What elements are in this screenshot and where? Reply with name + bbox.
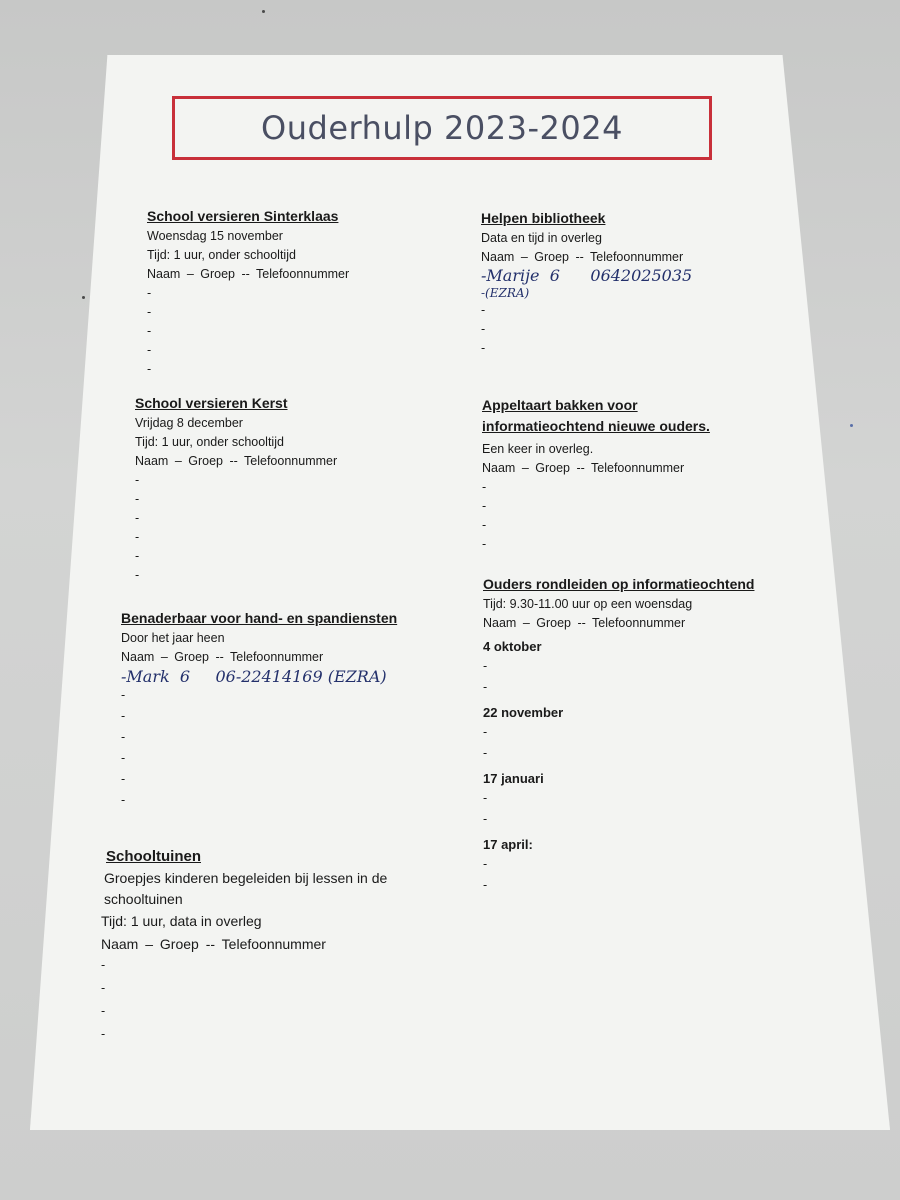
section-schooltuinen xyxy=(101,848,441,1048)
signup-line: - xyxy=(481,341,486,355)
column-header: Naam – Groep -- Telefoonnummer xyxy=(135,454,338,468)
section-note: Door het jaar heen xyxy=(121,631,225,645)
section-hand-spandiensten xyxy=(121,610,461,812)
section-time: Tijd: 1 uur, onder schooltijd xyxy=(147,248,296,262)
column-header: Naam – Groep -- Telefoonnummer xyxy=(121,650,324,664)
section-heading: School versieren Kerst xyxy=(135,395,288,411)
column-header: Naam – Groep -- Telefoonnummer xyxy=(482,461,685,475)
signup-line: - xyxy=(481,322,486,336)
section-heading: Schooltuinen xyxy=(106,848,201,865)
section-rondleiden xyxy=(483,576,813,897)
signup-line: - xyxy=(483,659,488,673)
signup-line: - xyxy=(147,324,152,338)
section-description: Groepjes kinderen begeleiden bij lessen in de xyxy=(104,870,388,886)
signup-line: - xyxy=(121,751,126,765)
date-label: 4 oktober xyxy=(483,639,542,654)
signup-line: - xyxy=(121,709,126,723)
signup-line: - xyxy=(121,730,126,744)
dust-speck xyxy=(82,296,85,299)
dust-speck xyxy=(262,10,265,13)
section-heading: School versieren Sinterklaas xyxy=(147,208,339,224)
signup-line: - xyxy=(483,878,488,892)
signup-line: - xyxy=(147,286,152,300)
section-time: Tijd: 1 uur, onder schooltijd xyxy=(135,435,284,449)
handwritten-entry: -(EZRA) xyxy=(481,286,530,300)
column-header: Naam – Groep -- Telefoonnummer xyxy=(483,616,686,630)
signup-line: - xyxy=(135,511,140,525)
signup-line: - xyxy=(135,473,140,487)
section-kerst xyxy=(135,395,445,585)
section-bibliotheek xyxy=(481,210,801,358)
signup-line: - xyxy=(482,518,487,532)
section-heading: informatieochtend nieuwe ouders. xyxy=(482,418,710,434)
section-heading: Benaderbaar voor hand- en spandiensten xyxy=(121,610,398,626)
section-time: Tijd: 1 uur, data in overleg xyxy=(101,913,262,929)
signup-line: - xyxy=(482,499,487,513)
section-heading: Appeltaart bakken voor xyxy=(482,397,638,413)
signup-line: - xyxy=(121,688,126,702)
column-header: Naam – Groep -- Telefoonnummer xyxy=(481,250,684,264)
signup-line: - xyxy=(101,981,106,995)
signup-line: - xyxy=(135,549,140,563)
column-header: Naam – Groep -- Telefoonnummer xyxy=(147,267,350,281)
signup-line: - xyxy=(483,812,488,826)
signup-line: - xyxy=(482,480,487,494)
date-label: 17 april: xyxy=(483,837,533,852)
signup-line: - xyxy=(482,537,487,551)
signup-line: - xyxy=(483,791,488,805)
signup-line: - xyxy=(147,362,152,376)
section-sinterklaas xyxy=(147,208,447,379)
signup-line: - xyxy=(135,568,140,582)
signup-line: - xyxy=(135,530,140,544)
section-description: schooltuinen xyxy=(104,891,183,907)
signup-line: - xyxy=(135,492,140,506)
section-date: Vrijdag 8 december xyxy=(135,416,243,430)
dust-speck xyxy=(850,424,853,427)
signup-line: - xyxy=(147,343,152,357)
section-heading: Ouders rondleiden op informatieochtend xyxy=(483,576,755,592)
section-time: Tijd: 9.30-11.00 uur op een woensdag xyxy=(483,597,693,611)
section-note: Data en tijd in overleg xyxy=(481,231,602,245)
signup-line: - xyxy=(147,305,152,319)
section-heading: Helpen bibliotheek xyxy=(481,210,606,226)
signup-line: - xyxy=(121,772,126,786)
date-label: 17 januari xyxy=(483,771,544,786)
page-title: Ouderhulp 2023-2024 xyxy=(261,109,623,147)
handwritten-entry: -Mark 6 06-22414169 (EZRA) xyxy=(121,667,387,686)
title-box xyxy=(172,96,712,160)
section-appeltaart xyxy=(482,395,802,554)
column-header: Naam – Groep -- Telefoonnummer xyxy=(101,936,326,952)
signup-line: - xyxy=(101,1004,106,1018)
handwritten-entry: -Marije 6 0642025035 xyxy=(481,266,693,285)
signup-line: - xyxy=(481,303,486,317)
signup-line: - xyxy=(483,680,488,694)
date-label: 22 november xyxy=(483,705,564,720)
signup-line: - xyxy=(483,725,488,739)
signup-line: - xyxy=(483,746,488,760)
section-note: Een keer in overleg. xyxy=(482,442,594,456)
signup-line: - xyxy=(483,857,488,871)
signup-line: - xyxy=(101,1027,106,1041)
signup-line: - xyxy=(101,958,106,972)
signup-line: - xyxy=(121,793,126,807)
section-date: Woensdag 15 november xyxy=(147,229,283,243)
